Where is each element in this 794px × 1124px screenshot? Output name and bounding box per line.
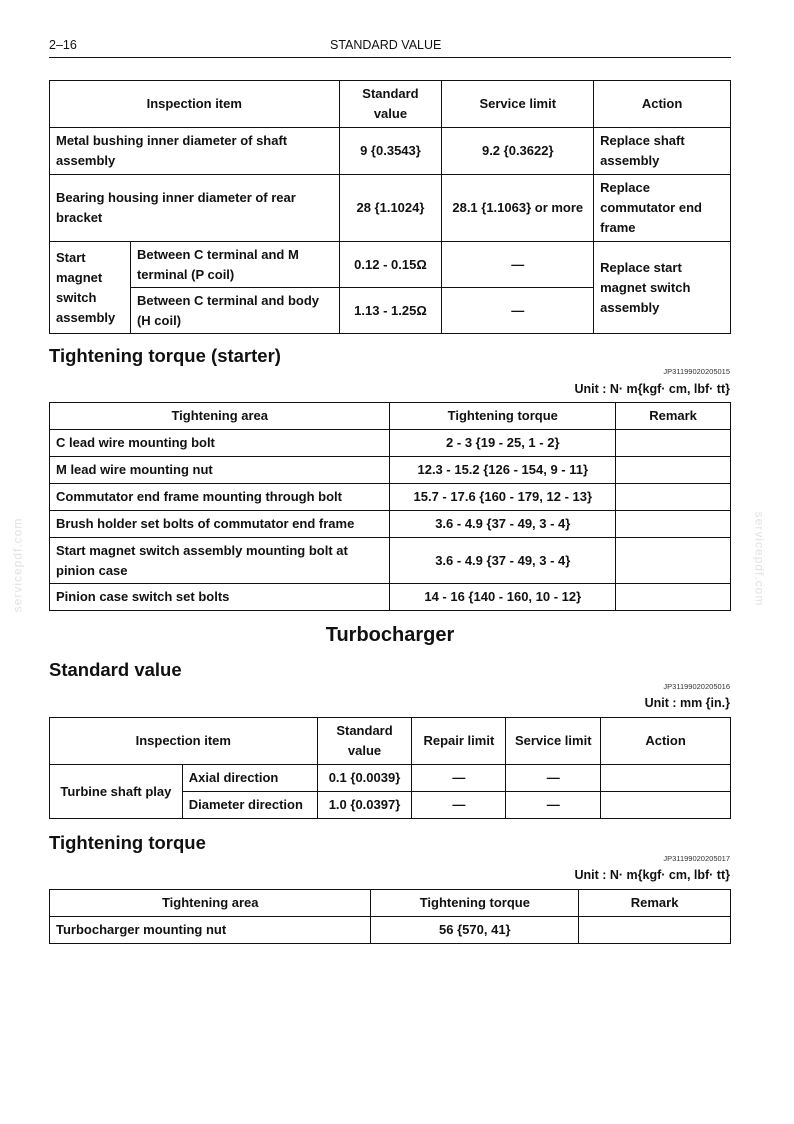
remark-cell [579, 917, 731, 944]
col-header-tightening-torque: Tightening torque [390, 403, 616, 430]
watermark-right: servicepdf.com [752, 511, 767, 607]
standard-value-cell: 0.12 - 0.15Ω [339, 242, 442, 288]
service-limit-cell: — [442, 288, 594, 334]
inspection-item-cell: Axial direction [182, 765, 317, 792]
col-header-standard-value: Standard value [317, 718, 412, 765]
unit-label: Unit : N· m{kgf· cm, lbf· tt} [574, 868, 730, 882]
tightening-torque-cell: 2 - 3 {19 - 25, 1 - 2} [390, 430, 616, 457]
service-limit-cell: — [506, 792, 601, 819]
section-title-turbo-torque: Tightening torque [49, 832, 206, 853]
table-row [50, 430, 731, 457]
col-header-repair-limit: Repair limit [412, 718, 506, 765]
remark-cell [616, 538, 731, 584]
standard-value-cell: 0.1 {0.0039} [317, 765, 412, 792]
turbo-standard-table [49, 717, 731, 819]
action-cell: Replace shaft assembly [594, 128, 731, 175]
standard-value-cell: 1.13 - 1.25Ω [339, 288, 442, 334]
standard-value-cell: 9 {0.3543} [339, 128, 442, 175]
action-cell: Replace start magnet switch assembly [594, 242, 731, 334]
col-header-standard-value: Standard value [339, 81, 442, 128]
table-row [50, 128, 731, 175]
tightening-area-cell: Start magnet switch assembly mounting bolt at pinion case [50, 538, 390, 584]
starter-standard-table [49, 80, 731, 334]
table-row [50, 511, 731, 538]
col-header-action: Action [601, 718, 731, 765]
tightening-torque-cell: 12.3 - 15.2 {126 - 154, 9 - 11} [390, 457, 616, 484]
tightening-area-cell: Pinion case switch set bolts [50, 584, 390, 611]
col-header-remark: Remark [616, 403, 731, 430]
tightening-area-cell: M lead wire mounting nut [50, 457, 390, 484]
inspection-item-cell: Diameter direction [182, 792, 317, 819]
remark-cell [616, 457, 731, 484]
inspection-item-cell: Between C terminal and M terminal (P coil) [130, 242, 339, 288]
inspection-item-cell: Between C terminal and body (H coil) [130, 288, 339, 334]
table-row [50, 457, 731, 484]
standard-value-cell: 28 {1.1024} [339, 175, 442, 242]
tightening-area-cell: Commutator end frame mounting through bolt [50, 484, 390, 511]
standard-value-cell: 1.0 {0.0397} [317, 792, 412, 819]
table-row [50, 175, 731, 242]
col-header-service-limit: Service limit [442, 81, 594, 128]
tightening-area-cell: Brush holder set bolts of commutator end frame [50, 511, 390, 538]
tightening-torque-cell: 3.6 - 4.9 {37 - 49, 3 - 4} [390, 511, 616, 538]
col-header-inspection-item: Inspection item [50, 718, 318, 765]
page-header-title: STANDARD VALUE [330, 38, 442, 52]
table-row [50, 584, 731, 611]
col-header-remark: Remark [579, 890, 731, 917]
service-limit-cell: — [442, 242, 594, 288]
unit-label: Unit : N· m{kgf· cm, lbf· tt} [574, 382, 730, 396]
table-row [50, 538, 731, 584]
header-rule [49, 57, 731, 58]
tightening-area-cell: C lead wire mounting bolt [50, 430, 390, 457]
section-title-starter-torque: Tightening torque (starter) [49, 345, 281, 366]
col-header-tightening-torque: Tightening torque [371, 890, 579, 917]
tightening-area-cell: Turbocharger mounting nut [50, 917, 371, 944]
col-header-action: Action [594, 81, 731, 128]
inspection-item-cell: Bearing housing inner diameter of rear bracket [50, 175, 340, 242]
repair-limit-cell: — [412, 792, 506, 819]
tightening-torque-cell: 15.7 - 17.6 {160 - 179, 12 - 13} [390, 484, 616, 511]
inspection-item-cell: Metal bushing inner diameter of shaft assembly [50, 128, 340, 175]
section-title-standard-value: Standard value [49, 659, 182, 680]
service-limit-cell: 28.1 {1.1063} or more [442, 175, 594, 242]
group-label-cell: Turbine shaft play [50, 765, 183, 819]
table-row [50, 484, 731, 511]
turbo-torque-table [49, 889, 731, 944]
table-row [50, 765, 731, 792]
repair-limit-cell: — [412, 765, 506, 792]
col-header-service-limit: Service limit [506, 718, 601, 765]
tightening-torque-cell: 56 {570, 41} [371, 917, 579, 944]
watermark-left: servicepdf.com [10, 517, 25, 613]
remark-cell [616, 584, 731, 611]
section-code: JP31199020205015 [663, 367, 730, 376]
page-number: 2–16 [49, 38, 77, 52]
col-header-tightening-area: Tightening area [50, 403, 390, 430]
action-cell: Replace commutator end frame [594, 175, 731, 242]
action-cell [601, 792, 731, 819]
action-cell [601, 765, 731, 792]
chapter-title-turbocharger: Turbocharger [325, 624, 455, 646]
table-row [50, 242, 731, 288]
group-label-cell: Start magnet switch assembly [50, 242, 131, 334]
service-limit-cell: — [506, 765, 601, 792]
tightening-torque-cell: 14 - 16 {140 - 160, 10 - 12} [390, 584, 616, 611]
section-code: JP31199020205016 [663, 682, 730, 691]
table-row [50, 917, 731, 944]
remark-cell [616, 511, 731, 538]
service-limit-cell: 9.2 {0.3622} [442, 128, 594, 175]
tightening-torque-cell: 3.6 - 4.9 {37 - 49, 3 - 4} [390, 538, 616, 584]
col-header-tightening-area: Tightening area [50, 890, 371, 917]
remark-cell [616, 430, 731, 457]
unit-label: Unit : mm {in.} [644, 696, 730, 710]
remark-cell [616, 484, 731, 511]
col-header-inspection-item: Inspection item [50, 81, 340, 128]
section-code: JP31199020205017 [663, 854, 730, 863]
starter-torque-table [49, 402, 731, 611]
